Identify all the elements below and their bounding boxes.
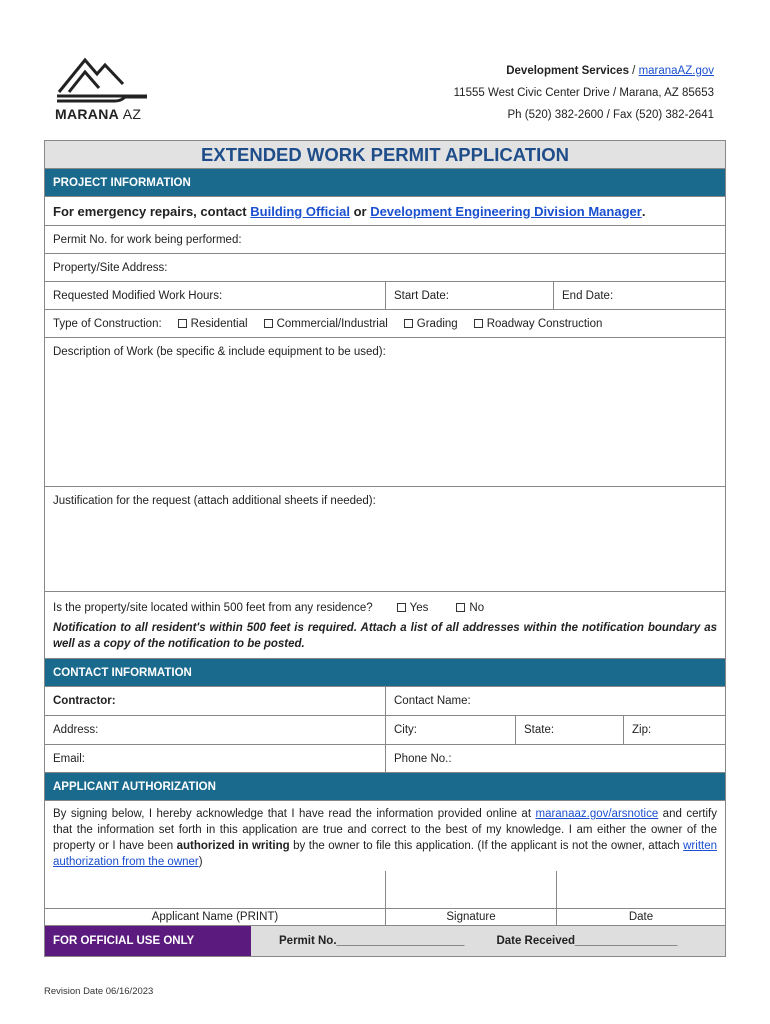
header-address: 11555 West Civic Center Drive / Marana, AZ 85653 [453,87,714,99]
contact-name-field[interactable]: Contact Name: [394,695,471,707]
signature-label: Signature [386,909,557,925]
work-hours-row [45,282,725,310]
header-contact: Development Services / maranaAZ.gov 11555 West Civic Center Drive / Marana, AZ 85653 Ph (520) 382-2600 / Fax (520) 382-2641 [454,60,714,126]
checkbox-icon [474,319,483,328]
description-field[interactable] [45,338,725,487]
work-hours-field[interactable]: Requested Modified Work Hours: [45,282,386,309]
address-row [45,716,725,745]
checkbox-no[interactable]: No [456,602,484,614]
owner-authorization-link[interactable]: written authorization from the owner [53,840,717,868]
notification-note: Notification to all resident's within 500 feet is required. Attach a list of all addresses within the notification boundary as well as a copy of the notification to be posted. [53,622,717,650]
date-label: Date [628,911,654,923]
contractor-field[interactable]: Contractor: [45,687,386,715]
applicant-name-field[interactable] [45,871,386,908]
page-header [0,0,770,140]
checkbox-icon [264,319,273,328]
engineering-manager-link[interactable]: Development Engineering Division Manager [370,203,642,219]
section-contact-info: CONTACT INFORMATION [45,659,725,687]
permit-form [44,140,726,957]
email-row [45,745,725,773]
signature-row [45,871,725,908]
property-address-field[interactable] [45,254,725,282]
property-address-label: Property/Site Address: [53,261,168,274]
description-label: Description of Work (be specific & include equipment to be used): [53,346,386,358]
permit-no-label: Permit No. for work being performed: [53,233,242,246]
official-date-received: Date Received________________ [496,935,678,947]
checkbox-commercial[interactable]: Commercial/Industrial [264,318,388,330]
checkbox-grading[interactable]: Grading [404,318,458,330]
permit-no-field[interactable] [45,226,725,254]
logo-text: MARANA AZ [55,106,142,122]
checkbox-icon [397,603,406,612]
address-field[interactable]: Address: [45,716,386,744]
checkbox-roadway[interactable]: Roadway Construction [474,318,603,330]
start-date-field[interactable]: Start Date: [386,282,554,309]
official-permit-no: Permit No.____________________ [279,935,465,947]
checkbox-icon [456,603,465,612]
signature-labels [45,908,725,926]
site-link[interactable]: maranaAZ.gov [638,65,714,77]
emergency-row: For emergency repairs, contact Building Official or Development Engineering Division Manager . [45,197,725,226]
checkbox-yes[interactable]: Yes [397,602,429,614]
justification-label: Justification for the request (attach additional sheets if needed): [53,495,376,507]
checkbox-icon [178,319,187,328]
revision-date: Revision Date 06/16/2023 [44,986,154,997]
header-phone: Ph (520) 382-2600 / Fax (520) 382-2641 [507,109,714,121]
org-name: Development Services [506,65,629,77]
email-field[interactable]: Email: [45,745,386,772]
construction-type-label: Type of Construction: [53,317,162,330]
proximity-section [45,592,725,659]
official-use-row [45,926,725,956]
checkbox-icon [404,319,413,328]
section-project-info: PROJECT INFORMATION [45,169,725,197]
form-title: EXTENDED WORK PERMIT APPLICATION [45,141,725,169]
signature-field[interactable] [386,871,557,908]
city-field[interactable]: City: [386,716,516,744]
official-use-label: FOR OFFICIAL USE ONLY [45,926,251,956]
construction-type-row [45,310,725,338]
state-field[interactable]: State: [516,716,624,744]
zip-field[interactable]: Zip: [632,724,652,736]
contractor-row [45,687,725,716]
authorization-text: By signing below, I hereby acknowledge that I have read the information provided online at maranaaz.gov/arsnotice and certify that the information set forth in this application are true and correct to the best of my knowledge. I am either the owner of the property or I have been authorized in writing by the owner to file this application. (If the applicant is not the owner, attach written authorization from the owner) [53,808,717,868]
checkbox-residential[interactable]: Residential [178,318,248,330]
building-official-link[interactable]: Building Official [250,203,350,219]
arsnotice-link[interactable]: maranaaz.gov/arsnotice [535,808,659,820]
end-date-field[interactable]: End Date: [562,289,614,302]
section-applicant-authorization: APPLICANT AUTHORIZATION [45,773,725,801]
justification-field[interactable] [45,487,725,592]
date-field[interactable] [557,871,725,908]
proximity-question: Is the property/site located within 500 feet from any residence? [53,602,373,614]
phone-field[interactable]: Phone No.: [394,752,452,765]
applicant-name-label: Applicant Name (PRINT) [45,909,386,925]
